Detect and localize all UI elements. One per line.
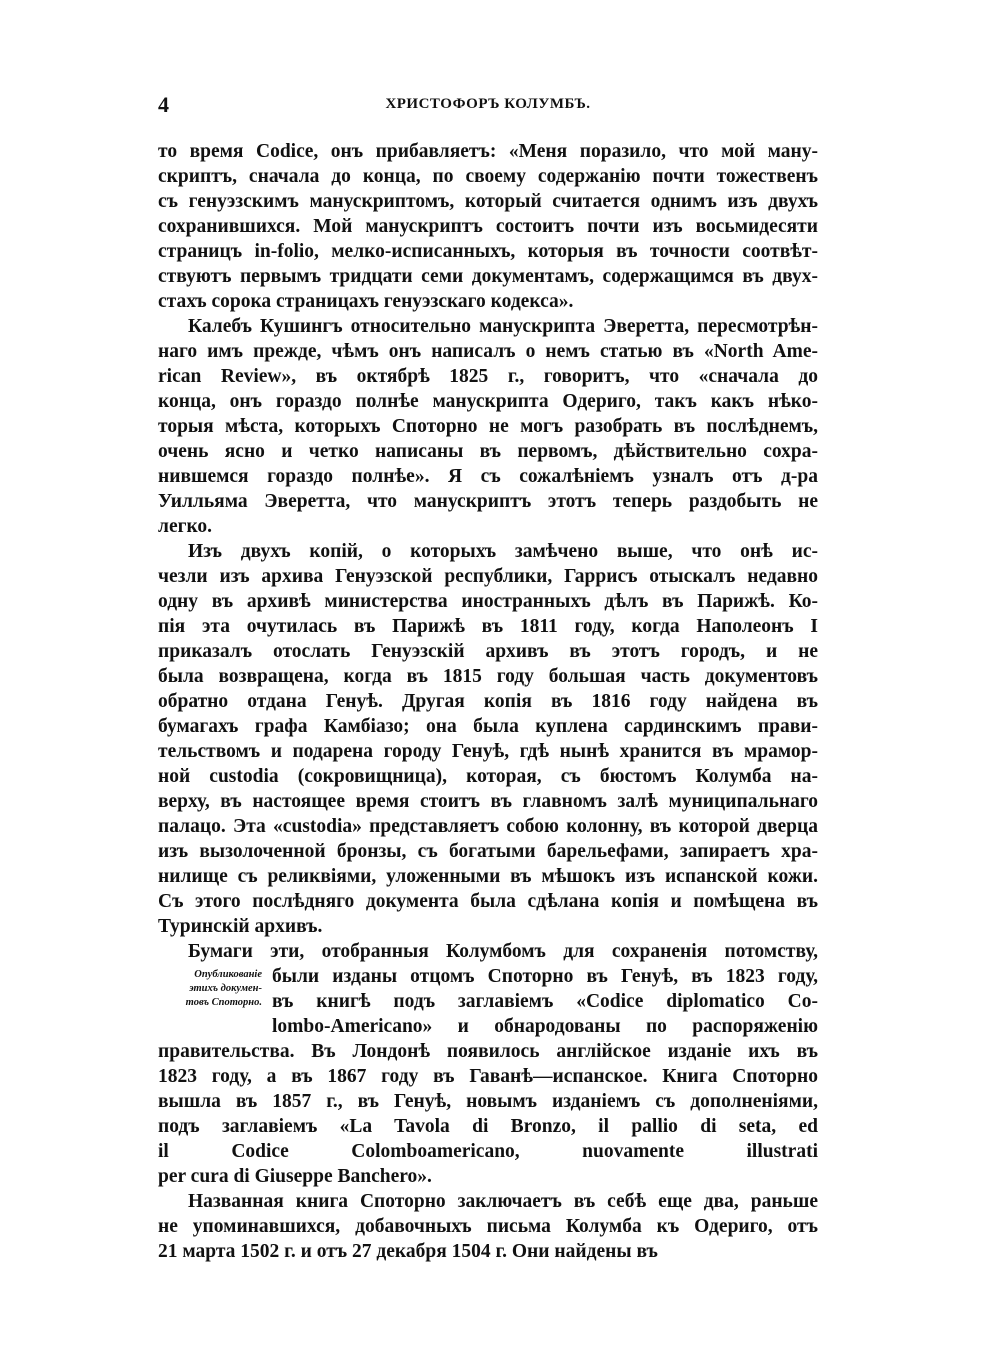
text-line: подъ заглавіемъ «La Tavola di Bronzo, il pallio di seta, ed (158, 1116, 818, 1137)
text-line: страницъ in-folio, мелко-исписанныхъ, которыя въ точности соотвѣт- (158, 241, 818, 262)
text-line: rican Review», въ октябрѣ 1825 г., говоритъ, что «сначала до (158, 366, 818, 387)
text-line: обратно отдана Генуѣ. Другая копія въ 1816 году найдена въ (158, 691, 818, 712)
text-line: то время Codice, онъ прибавляетъ: «Меня поразило, что мой ману- (158, 141, 818, 162)
text-line: палацо. Эта «custodia» представляетъ собою колонну, въ которой дверца (158, 816, 818, 837)
paragraph (158, 539, 818, 939)
text-line: правительства. Въ Лондонѣ появилось англійское изданіе ихъ въ (158, 1041, 818, 1062)
text-line: 1823 году, а въ 1867 году въ Гаванѣ—испанское. Книга Споторно (158, 1066, 818, 1087)
paragraph (158, 139, 818, 314)
text-line: съ генуэзскимъ манускриптомъ, который считается однимъ изъ двухъ (158, 191, 818, 212)
page-number: 4 (158, 92, 169, 117)
text-line: стахъ сорока страницахъ генуэзскаго кодекса». (158, 291, 574, 312)
text-line: Туринскій архивъ. (158, 916, 323, 937)
text-line: нившемся гораздо полнѣе». Я съ сожалѣніемъ узналъ отъ д-ра (158, 466, 818, 487)
paragraph (158, 939, 818, 1189)
text-line: нилище съ реликвіями, уложенными въ мѣшокъ изъ испанской кожи. (158, 866, 818, 887)
text-line: бумагахъ графа Камбіазо; она была куплена сардинскимъ прави- (158, 716, 818, 737)
text-line: были изданы отцомъ Споторно въ Генуѣ, въ 1823 году, (272, 966, 818, 987)
page-body (158, 139, 818, 1264)
text-line: скриптъ, сначала до конца, по своему содержанію почти тожественъ (158, 166, 818, 187)
paragraph (158, 1189, 818, 1264)
text-line: Уилльяма Эверетта, что манускриптъ этотъ теперь раздобыть не (158, 491, 818, 512)
text-line: верху, въ настоящее время стоитъ въ главномъ залѣ муниципальнаго (158, 791, 818, 812)
margin-note-line: Опубликованіе (194, 969, 262, 980)
text-line: не упоминавшихся, добавочныхъ письма Колумба къ Одериго, отъ (158, 1216, 818, 1237)
text-line: наго имъ прежде, чѣмъ онъ написалъ о немъ статью въ «North Ame- (158, 341, 818, 362)
text-line: въ книгѣ подъ заглавіемъ «Codice diplomatico Co- (272, 991, 818, 1012)
text-line: lombo-Americano» и обнародованы по распоряженію (272, 1016, 818, 1037)
text-line: чезли изъ архива Генуэзской республики, Гаррисъ отыскалъ недавно (158, 566, 818, 587)
text-line: 21 марта 1502 г. и отъ 27 декабря 1504 г. Они найдены въ (158, 1241, 658, 1262)
text-line: per cura di Giuseppe Banchero». (158, 1166, 432, 1187)
text-line: приказалъ отослать Генуэзскій архивъ въ этотъ городъ, и не (158, 641, 818, 662)
text-line: вышла въ 1857 г., въ Генуѣ, новымъ изданіемъ съ дополненіями, (158, 1091, 818, 1112)
margin-note-line: этихъ докумен- (189, 983, 262, 994)
text-line: Съ этого послѣдняго документа была сдѣлана копія и помѣщена въ (158, 891, 818, 912)
text-line: Названная книга Споторно заключаетъ въ себѣ еще два, раньше (188, 1191, 818, 1212)
margin-note-line: товъ Споторно. (185, 997, 262, 1008)
text-line: легко. (158, 516, 213, 537)
text-line: конца, онъ гораздо полнѣе манускрипта Одериго, такъ какъ нѣко- (158, 391, 818, 412)
text-line: очень ясно и четко написаны въ первомъ, дѣйствительно сохра- (158, 441, 818, 462)
text-line: была возвращена, когда въ 1815 году большая часть документовъ (158, 666, 818, 687)
text-line: тельствомъ и подарена городу Генуѣ, гдѣ нынѣ хранится въ мрамор- (158, 741, 818, 762)
page-header (158, 92, 818, 118)
text-line: il Codice Colomboamericano, nuovamente illustrati (158, 1141, 818, 1162)
text-line: Калебъ Кушингъ относительно манускрипта Эверетта, пересмотрѣн- (188, 316, 818, 337)
text-line: Бумаги эти, отобранныя Колумбомъ для сохраненія потомству, (188, 941, 818, 962)
text-line: пія эта очутилась въ Парижѣ въ 1811 году, когда Наполеонъ I (158, 616, 818, 637)
text-line: сохранившихся. Мой манускриптъ состоитъ почти изъ восьмидесяти (158, 216, 818, 237)
text-line: ной custodia (сокровищница), которая, съ бюстомъ Колумба на- (158, 766, 818, 787)
text-line: одну въ архивѣ министерства иностранныхъ дѣлъ въ Парижѣ. Ко- (158, 591, 818, 612)
paragraph (158, 314, 818, 539)
text-line: торыя мѣста, которыхъ Споторно не могъ разобрать въ послѣднемъ, (158, 416, 818, 437)
text-line: Изъ двухъ копій, о которыхъ замѣчено выше, что онѣ ис- (188, 541, 818, 562)
running-title: ХРИСТОФОРЪ КОЛУМБЪ. (385, 96, 591, 112)
text-line: изъ вызолоченной бронзы, съ богатыми барельефами, запираетъ хра- (158, 841, 818, 862)
text-line: ствуютъ первымъ тридцати семи документамъ, содержащимся въ двух- (158, 266, 818, 287)
